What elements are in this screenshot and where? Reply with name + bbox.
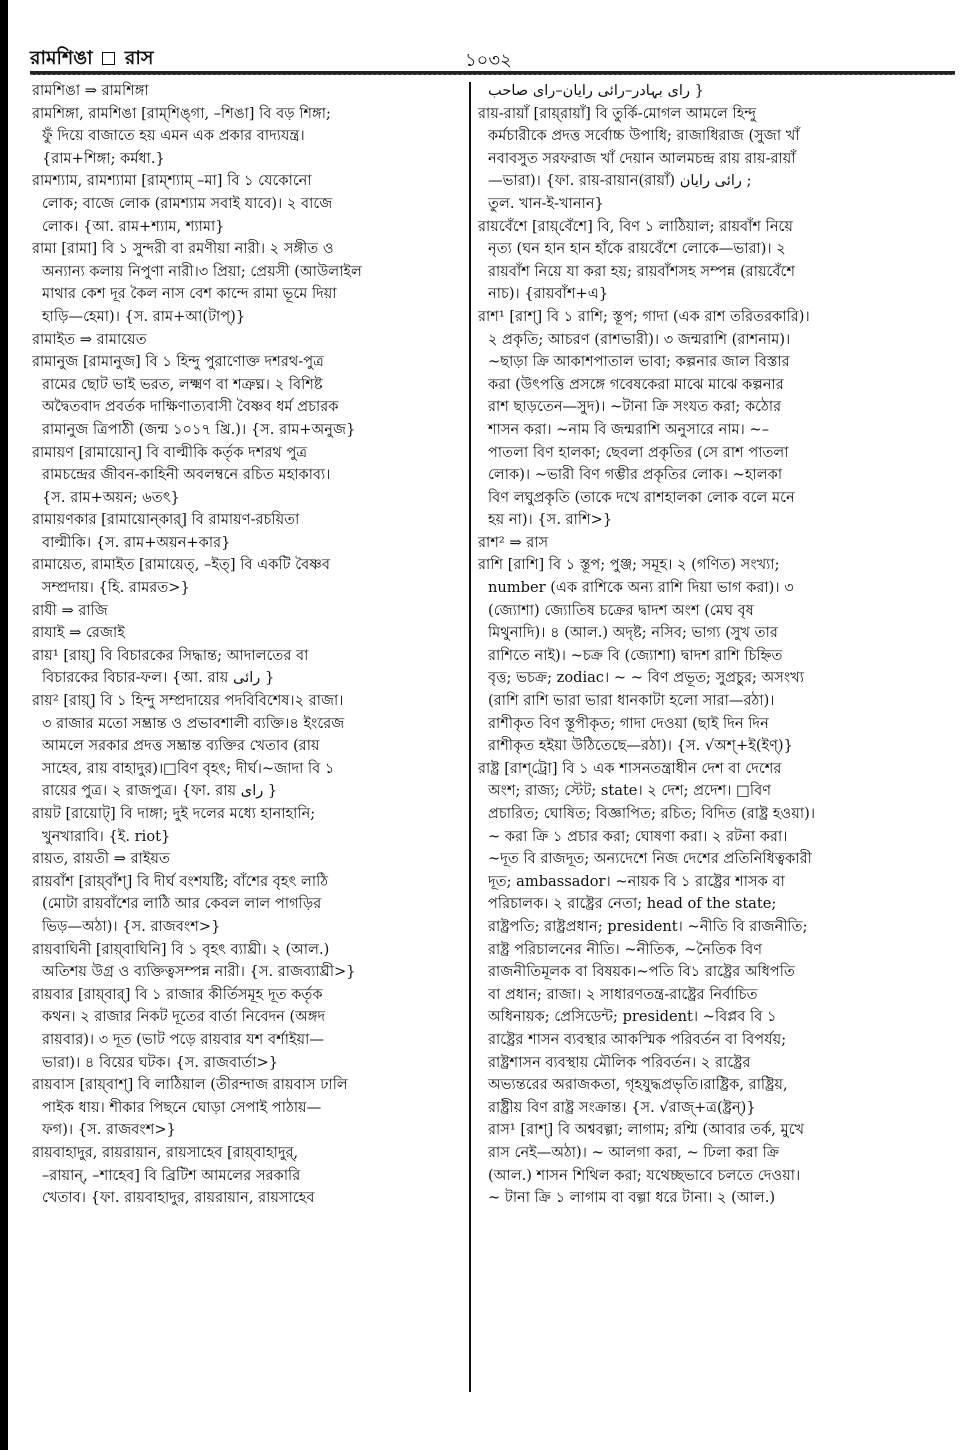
running-head-last: রাস [124, 47, 154, 69]
entry-line: ভিড়—অঠা)। {স. রাজবংশ>} [42, 917, 221, 935]
entry-headline: রামানুজ [রামানুজ] বি ১ হিন্দু পুরাণোক্ত দশরথ-পুত্র [32, 353, 324, 371]
entry-line: ~ছাড়া ক্রি আকাশপাতাল ভাবা; কল্পনার জাল বিস্তার [488, 353, 790, 371]
entry-line: রায়বার)। ৩ দূত (ভাট পড়ে রায়বার যশ বর্শাইয়া— [42, 1030, 324, 1048]
entry-line: ~দূত বি রাজদূত; অন্যদেশে নিজ দেশের প্রতিনিধিত্বকারী [488, 850, 812, 868]
entry-headline: রায়ত, রায়তী ⇒ রাইয়ত [32, 850, 170, 868]
entry-line: অদ্বৈতবাদ প্রবর্তক দাক্ষিণাত্যবাসী বৈষ্ণব ধর্ম প্রচারক [42, 398, 339, 416]
entry-line: নাচ)। {রায়বাঁশ+এ} [488, 285, 609, 303]
entry-headline: রায়-রায়াঁ [রায়্‌রায়াঁ] বি তুর্কি-মোগল আমলে হিন্দু [478, 104, 757, 122]
entry-headline: রাশি [রাশি] বি ১ স্তূপ; পুঞ্জ; সমূহ। ২ (গণিত) সংখ্যা; [478, 556, 780, 574]
scan-edge [0, 0, 8, 1450]
entry-line: আমলে সরকার প্রদত্ত সম্ভ্রান্ত ব্যক্তির খেতাব (রায় [42, 737, 320, 755]
entry-line: বিণ লঘুপ্রকৃতি (তাকে দখে রাশহালকা লোক বলে মনে [488, 488, 795, 506]
entry-headline: রায়বাহাদুর, রায়রায়ান, রায়সাহেব [রায়্‌বাহাদুর্‌, [32, 1143, 299, 1161]
entry-line: পাতলা বিণ হালকা; ছেবলা প্রকৃতির (সে রাশ পাতলা [488, 443, 789, 461]
entry-line: রাশিতে নাই)। ~চক্র বি (জ্যোশা) দ্বাদশ রাশি চিহ্নিত [488, 646, 783, 664]
entry-line: রাস নেই—অঠা)। ~ আলগা করা, ~ ঢিলা করা ক্রি [488, 1143, 780, 1161]
square-separator-icon [102, 52, 115, 65]
running-head-first: রামশিঙা [30, 47, 93, 69]
page-number: ১০৩২ [465, 50, 512, 71]
entry-headline: রামায়ণকার [রামায়োন্‌কার্‌] বি রামায়ণ-রচয়িতা [32, 511, 300, 529]
entry-line: অন্যান্য কলায় নিপুণা নারী।৩ প্রিয়া; প্রেয়সী (আউলাইল [42, 262, 362, 280]
entry-headline: রায়² [রায়্‌] বি ১ হিন্দু সম্প্রদায়ের পদবিবিশেষ।২ রাজা। [32, 692, 344, 710]
entry-line: রামচন্দ্রের জীবন-কাহিনী অবলম্বনে রচিত মহাকাব্য। [42, 466, 331, 484]
entry-line: ফুঁ দিয়ে বাজাতে হয় এমন এক প্রকার বাদ্যযন্ত্র। [42, 127, 305, 145]
entry-line: কর্মচারীকে প্রদত্ত সর্বোচ্চ উপাধি; রাজাধিরাজ (সুজা খাঁ [488, 127, 800, 145]
entry-line: পাইক ধায়। শীকার পিছনে ঘোড়া সেপাই পাঠায়— [42, 1098, 322, 1116]
entry-line: তুল. খান-ই-খানান} [488, 194, 604, 212]
entry-headline: রায়বাঘিনী [রায়্‌বাঘিনি] বি ১ বৃহৎ ব্যাঘ্রী। ২ (আল.) [32, 940, 330, 958]
entry-line: ফগ)। {স. রাজবংশ>} [42, 1121, 176, 1139]
entry-line: কথন। ২ রাজার নিকট দূতের বার্তা নিবেদন (অঙ্গদ [42, 1008, 326, 1026]
entry-line: রাশীকৃত হইয়া উঠিতেছে—রঠা)। {স. √অশ্‌+ই(ইণ্‌)} [488, 737, 793, 755]
entry-line: রাজনীতিমূলক বা বিষয়ক।~পতি বি১ রাষ্ট্রের অধিপতি [488, 963, 795, 981]
entry-line: বা প্রধান; রাজা। ২ সাধারণতন্ত্র-রাষ্ট্রের নির্বাচিত [488, 985, 758, 1003]
entry-headline: রায়বাঁশ [রায়্‌বাঁশ্‌] বি দীর্ঘ বংশযষ্টি; বাঁশের বৃহৎ লাঠি [32, 872, 329, 890]
entry-line: ~ টানা ক্রি ১ লাগাম বা বল্গা ধরে টানা। ২ (আল.) [488, 1189, 776, 1207]
entry-line: নৃত্য (ঘন হান হান হাঁকে রায়বেঁশে লোকে—ভারা)। ২ [488, 240, 786, 258]
entry-line: খুনখারাবি। {ই. riot} [42, 827, 171, 845]
entry-line: ~ করা ক্রি ১ প্রচার করা; ঘোষণা করা। ২ রটনা করা। [488, 827, 788, 845]
entry-headline: রাশ² ⇒ রাস [478, 533, 549, 551]
column-divider [469, 82, 471, 1392]
page-header [30, 44, 950, 70]
entry-headline: রায়ট [রায়োট্‌] বি দাঙ্গা; দুই দলের মধ্যে হানাহানি; [32, 805, 316, 822]
entry-line: রাস¹ [রাশ্‌] বি অশ্ববল্গা; লাগাম; রশ্মি (আবার তর্ক, মুখে [488, 1121, 805, 1139]
entry-line: রাষ্ট্রপতি; রাষ্ট্রপ্রধান; president। ~নীতি বি রাজনীতি; [488, 917, 808, 935]
entry-line: লোক। {আ. রাম+শ্যাম, শ্যামা} [42, 217, 225, 235]
entry-headline: রাশ¹ [রাশ্‌] বি ১ রাশি; স্তূপ; গাদা (এক রাশ তরিতরকারি)। [478, 307, 810, 325]
entry-headline: রাষ্ট্র [রাশ্‌ট্রো] বি ১ এক শাসনতন্ত্রাধীন দেশ বা দেশের [478, 759, 782, 777]
entry-line: রাষ্ট্রশাসন ব্যবস্থায় মৌলিক পরিবর্তন। ২ রাষ্ট্রের [488, 1053, 751, 1071]
entry-line: দূত; ambassador। ~নায়ক বি ১ রাষ্ট্রের শাসক বা [488, 872, 785, 890]
entry-line: মিথুনাদি)। ৪ (আল.) অদৃষ্ট; নসিব; ভাগ্য (সুখ তার [488, 624, 778, 642]
entry-line: বৃত্ত; ভচক্র; zodiac। ~ ~ বিণ প্রভূত; সুপ্রচুর; অসংখ্য [488, 669, 804, 687]
entry-line: ভারা)। ৪ বিয়ের ঘটক। {স. রাজবার্তা>} [42, 1053, 279, 1071]
header-rule [30, 71, 955, 75]
entry-line: করা (উৎপত্তি প্রসঙ্গে গবেষকেরা মাঝে মাঝে কল্পনার [488, 375, 784, 393]
left-column [32, 80, 468, 1210]
entry-line: রায়ের পুত্র। ২ রাজপুত্র। {ফা. রায় رای } [42, 782, 278, 800]
entry-line: লোক; বাজে লোক (রামশ্যাম সবাই যাবে)। ২ বাজে [42, 194, 333, 212]
entry-headline: রামায়েত, রামাইত [রামায়েত্‌, –ইত্‌] বি একটি বৈষ্ণব [32, 556, 331, 574]
entry-line: মাথার কেশ দূর কৈল নাস বেশ কান্দে রামা ভূমে দিয়া [42, 285, 337, 303]
entry-headline: রায়¹ [রায়্‌] বি বিচারকের সিদ্ধান্ত; আদালতের বা [32, 646, 309, 664]
entry-line: (রাশি রাশি ভারা ভারা ধানকাটা হলো সারা—রঠা)। [488, 692, 775, 710]
entry-line: রাষ্ট্রীয় বিণ রাষ্ট্র সংক্রান্ত। {স. √রাজ্‌+ত্র(ষ্ট্রন্‌)} [488, 1098, 756, 1116]
entry-line: রাশীকৃত বিণ স্তূপীকৃত; গাদা দেওয়া (ছাই দিন দিন [488, 714, 769, 732]
entry-headline: রামশ্যাম, রামশ্যামা [রাম্‌শ্যাম্‌ –মা] বি ১ যেকোনো [32, 172, 312, 190]
entry-line: রায়বাঁশ নিয়ে যা করা হয়; রায়বাঁশসহ সম্পন্ন (রায়বেঁশে [488, 262, 796, 280]
entry-headline: রায়বেঁশে [রায়্‌বেঁশে] বি, বিণ ১ লাঠিয়াল; রায়বাঁশ নিয়ে [478, 217, 794, 235]
entry-line: অংশ; রাজ্য; স্টেট; state। ২ দেশ; প্রদেশ। □বিণ [488, 782, 772, 800]
entry-line: {স. রাম+অয়ন; ৬তৎ} [42, 488, 180, 506]
entry-line: লোক)। ~ভারী বিণ গম্ভীর প্রকৃতির লোক। ~হালকা [488, 466, 783, 484]
entry-line: অধিনায়ক; প্রেসিডেন্ট; president। ~বিপ্লব বি ১ [488, 1008, 777, 1026]
entry-headline: রামাইত ⇒ রামায়েত [32, 330, 147, 348]
entry-line: অভ্যন্তরের অরাজকতা, গৃহযুদ্ধপ্রভৃতি।রাষ্ট্রিক, রাষ্ট্রিয়, [488, 1076, 788, 1094]
entry-line: رای بہادر–رائی رایان–رای صاحب } [488, 82, 704, 99]
entry-line: ২ প্রকৃতি; আচরণ (রাশভারী)। ৩ জন্মরাশি (রাশনাম)। [488, 330, 791, 348]
entry-line: –রায়ান্‌, –শাহেব] বি ব্রিটিশ আমলের সরকারি [42, 1166, 301, 1184]
entry-headline: রামশিঙ্গা, রামশিঙা [রাম্‌শিঙ্‌গা, –শিঙা] বি বড় শিঙ্গা; [32, 104, 331, 122]
entry-line: খেতাব। {ফা. রায়বাহাদুর, রায়রায়ান, রায়সাহেব [42, 1189, 315, 1207]
entry-line: (মোটা রায়বাঁশের লাঠি আর কেবল লাল পাগড়ির [42, 895, 322, 913]
entry-line: (জ্যোশা) জ্যোতিষ চক্রের দ্বাদশ অংশ (মেঘ বৃষ [488, 601, 754, 619]
entry-line: সাহেব, রায় বাহাদুর)।□বিণ বৃহৎ; দীর্ঘ।~জাদা বি ১ [42, 759, 335, 777]
entry-headline: রামা [রামা] বি ১ সুন্দরী বা রমণীয়া নারী। ২ সঙ্গীত ও [32, 240, 334, 258]
entry-line: অতিশয় উগ্র ও ব্যক্তিত্বসম্পন্ন নারী। {স. রাজব্যাঘ্রী>} [42, 963, 356, 981]
entry-line: number (এক রাশিকে অন্য রাশি দিয়া ভাগ করা)। ৩ [488, 579, 794, 597]
entry-line: রামানুজ ত্রিপাঠী (জন্ম ১০১৭ খ্রি.)। {স. রাম+অনুজ} [42, 420, 356, 438]
entry-line: বাল্মীকি। {স. রাম+অয়ন+কার} [42, 533, 231, 551]
entry-line: শাসন করা। ~নাম বি জন্মরাশি অনুসারে নাম। ~– [488, 420, 770, 438]
entry-headline: রাযী ⇒ রাজি [32, 601, 108, 619]
entry-line: ৩ রাজার মতো সম্ভ্রান্ত ও প্রভাবশালী ব্যক্তি।৪ ইংরেজ [42, 714, 345, 732]
entry-line: রাশ ছাড়তেন—সুদ)। ~টানা ক্রি সংযত করা; কঠোর [488, 398, 782, 416]
entry-headline: রায়বার [রায়্‌বার্‌] বি ১ রাজার কীর্তিসমূহ দূত কর্তৃক [32, 985, 323, 1003]
entry-headline: রামায়ণ [রামায়োন্‌] বি বাল্মীকি কর্তৃক দশরথ পুত্র [32, 443, 308, 461]
entry-headline: রায়বাস [রায়্‌বাশ্‌] বি লাঠিয়াল (তীরন্দাজ রায়বাস ঢালি [32, 1076, 348, 1094]
entry-line: (আল.) শাসন শিথিল করা; যথেচ্ছভাবে চলতে দেওয়া। [488, 1166, 801, 1184]
entry-headline: রাযাই ⇒ রেজাই [32, 624, 125, 642]
entry-line: হাড়ি—হেমা)। {স. রাম+আ(টাপ্‌)} [42, 307, 246, 325]
entry-line: রাষ্ট্রের শাসন ব্যবস্থার আকস্মিক পরিবর্তন বা বিপর্যয়; [488, 1030, 787, 1048]
right-column [478, 80, 948, 1210]
entry-line: নবাবসুত সরফরাজ খাঁ দেয়ান আলমচন্দ্র রায় রায়-রায়াঁ [488, 149, 796, 167]
entry-line: {রাম+শিঙ্গা; কর্মধা.} [42, 149, 165, 167]
entry-line: রাষ্ট্র পরিচালনের নীতি। ~নীতিক, ~নৈতিক বিণ [488, 940, 763, 958]
entry-line: প্রচারিত; ঘোষিত; বিজ্ঞাপিত; রচিত; বিদিত (রাষ্ট্র হওয়া)। [488, 805, 816, 822]
entry-line: রামের ছোট ভাই ভরত, লক্ষ্মণ বা শত্রুঘ্ন। ২ বিশিষ্ট [42, 375, 323, 393]
entry-headline: রামশিঙা ⇒ রামশিঙ্গা [32, 82, 149, 99]
entry-line: —ভারা)। {ফা. রায়-রায়ান(রায়াঁ) رائی رایان ; [488, 172, 752, 190]
entry-line: পরিচালক। ২ রাষ্ট্রের নেতা; head of the state; [488, 895, 777, 913]
entry-line: বিচারকের বিচার-ফল। {আ. রায় رائی } [42, 669, 275, 687]
entry-line: হয় না)। {স. রাশি>} [488, 511, 613, 529]
entry-line: সম্প্রদায়। {হি. রামরত>} [42, 579, 190, 597]
